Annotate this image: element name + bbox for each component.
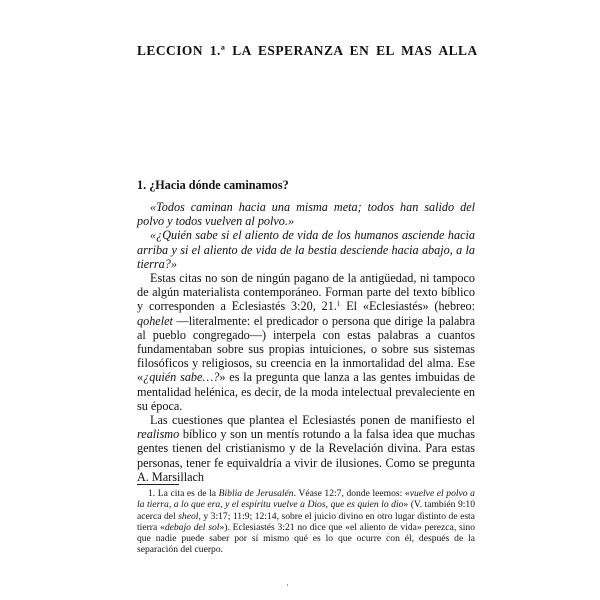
- lesson-title: LECCION 1.ª LA ESPERANZA EN EL MAS ALLA: [137, 43, 478, 58]
- footnote-part-i: »). Eclesiastés 3:21 no dice que «el aliento de vida» perezca, sino que nadie puede saber por sí mismo qué es lo que ocurre con él, después de la separación del cuerpo.: [137, 521, 475, 556]
- quote-line-2: «¿Quién sabe si el aliento de vida de los humanos asciende hacia arriba y si el aliento de vida de la bestia desciende hacia abajo, a la tierra?»: [137, 228, 475, 271]
- section-heading: 1. ¿Hacia dónde caminamos?: [137, 178, 289, 192]
- paragraph-1-italic-term: qohelet: [137, 313, 173, 328]
- paragraph-1-text-f: » es la pregunta que lanza a las gentes imbuidas de mentalidad helénica, es decir, de la moda intelectual prevaleciente en su época.: [137, 370, 475, 413]
- paragraph-1-text-d: —literalmente: el predicador o persona que dirige la palabra al pueblo congregado—) interpela con estas palabras a cuantos fundamentaban sobre sus propias intuiciones, o sobre sus sistemas filosóficos y religiosos, su creencia en la inmortalidad del alma. Ese «: [137, 313, 475, 385]
- footnote-italic-sheol: sheol: [178, 510, 199, 522]
- paragraph-1-italic-question: ¿quién sabe…?: [143, 370, 220, 385]
- paragraph-1-text-b: El «Eclesiastés» (hebreo:: [340, 299, 475, 314]
- footnote-italic-sun: debajo del sol: [164, 521, 220, 533]
- paragraph-2: [137, 413, 475, 484]
- footnote-text: [137, 488, 475, 556]
- footnote-part-e: » (V. también 9:10 acerca del: [137, 499, 476, 522]
- page-mark: ·: [286, 580, 289, 590]
- paragraph-2-text-c: bíblico y son un mentís rotundo a la falsa idea que muchas gentes tienen del cristianismo y de la Revelación divina. Para estas personas, tener fe equivaldría a vivir de ilusiones. Como se pregunta A. Marsillach: [137, 427, 475, 484]
- paragraph-1: [137, 271, 475, 413]
- footnote-italic-bible: Biblia de Jerusalén: [218, 488, 294, 499]
- footnote-divider: [137, 484, 179, 485]
- quote-line-1: «Todos caminan hacia una misma meta; todos han salido del polvo y todos vuelven al polvo.»: [137, 200, 475, 229]
- footnote-part-a: 1. La cita es de la: [148, 488, 219, 499]
- footnote-part-g: , y 3:17; 11:9; 12:14, sobre el juicio divino en otro lugar distinto de esta tierra «: [137, 510, 475, 533]
- footnote-part-c: . Véase 12:7, donde leemos: «: [293, 488, 410, 499]
- paragraph-2-italic-word: realismo: [137, 427, 180, 442]
- footnote: [137, 488, 475, 556]
- paragraph-1-text-a: Estas citas no son de ningún pagano de la antigüedad, ni tampoco de algún materialista contemporáneo. Forman parte del texto bíblico y corresponden a Eclesiastés 3:20, 21.: [137, 271, 475, 314]
- paragraph-2-text-a: Las cuestiones que plantea el Eclesiastés ponen de manifiesto el: [150, 413, 475, 428]
- footnote-italic-quote: vuelve el polvo a la tierra, a lo que era, y el espíritu vuelve a Dios, que es quien lo dio: [137, 488, 475, 511]
- footnote-reference: 1: [336, 300, 341, 309]
- body-text: [137, 200, 475, 484]
